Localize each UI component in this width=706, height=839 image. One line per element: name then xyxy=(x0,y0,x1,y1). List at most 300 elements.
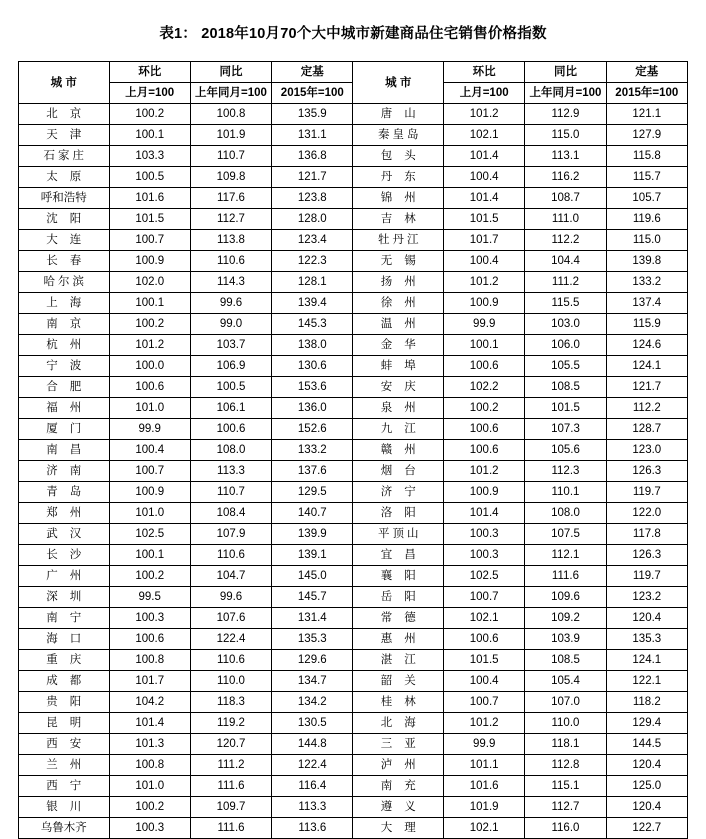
mom-value-left: 100.8 xyxy=(109,650,190,671)
base-value-right: 137.4 xyxy=(606,293,687,314)
yoy-value-right: 107.3 xyxy=(525,419,606,440)
table-row xyxy=(19,419,688,440)
mom-value-right: 101.2 xyxy=(444,104,525,125)
mom-value-left: 100.2 xyxy=(109,104,190,125)
table-row xyxy=(19,209,688,230)
yoy-value-right: 108.7 xyxy=(525,188,606,209)
table-header-row xyxy=(19,62,688,83)
mom-value-left: 101.4 xyxy=(109,713,190,734)
yoy-value-left: 120.7 xyxy=(190,734,271,755)
yoy-value-right: 109.6 xyxy=(525,587,606,608)
city-name-left: 太原 xyxy=(19,167,110,188)
yoy-value-right: 115.0 xyxy=(525,125,606,146)
yoy-value-right: 111.2 xyxy=(525,272,606,293)
mom-value-right: 100.3 xyxy=(444,524,525,545)
mom-value-right: 101.2 xyxy=(444,713,525,734)
city-name-left: 天津 xyxy=(19,125,110,146)
yoy-value-left: 99.0 xyxy=(190,314,271,335)
city-name-left: 福州 xyxy=(19,398,110,419)
base-value-right: 124.1 xyxy=(606,650,687,671)
mom-value-left: 100.1 xyxy=(109,293,190,314)
city-name-left: 青岛 xyxy=(19,482,110,503)
yoy-value-left: 111.2 xyxy=(190,755,271,776)
base-value-right: 123.0 xyxy=(606,440,687,461)
city-name-right: 平顶山 xyxy=(353,524,444,545)
base-value-left: 138.0 xyxy=(272,335,353,356)
yoy-value-right: 107.0 xyxy=(525,692,606,713)
table-row xyxy=(19,440,688,461)
city-name-right: 泸州 xyxy=(353,755,444,776)
yoy-value-left: 114.3 xyxy=(190,272,271,293)
mom-value-right: 101.9 xyxy=(444,797,525,818)
yoy-value-left: 103.7 xyxy=(190,335,271,356)
base-value-right: 119.7 xyxy=(606,482,687,503)
yoy-value-right: 106.0 xyxy=(525,335,606,356)
base-value-left: 131.1 xyxy=(272,125,353,146)
table-row xyxy=(19,503,688,524)
table-row xyxy=(19,398,688,419)
base-value-left: 152.6 xyxy=(272,419,353,440)
city-name-left: 武汉 xyxy=(19,524,110,545)
mom-value-right: 100.4 xyxy=(444,167,525,188)
yoy-value-left: 107.6 xyxy=(190,608,271,629)
mom-value-left: 100.5 xyxy=(109,167,190,188)
city-name-right: 牡丹江 xyxy=(353,230,444,251)
base-value-right: 120.4 xyxy=(606,608,687,629)
city-name-right: 吉林 xyxy=(353,209,444,230)
mom-value-left: 101.0 xyxy=(109,776,190,797)
city-name-left: 西宁 xyxy=(19,776,110,797)
mom-value-left: 100.3 xyxy=(109,818,190,839)
city-name-left: 厦门 xyxy=(19,419,110,440)
base-value-left: 145.0 xyxy=(272,566,353,587)
table-row xyxy=(19,797,688,818)
yoy-value-left: 107.9 xyxy=(190,524,271,545)
mom-value-right: 100.9 xyxy=(444,293,525,314)
base-value-right: 133.2 xyxy=(606,272,687,293)
yoy-value-left: 110.6 xyxy=(190,251,271,272)
table-row xyxy=(19,566,688,587)
yoy-value-right: 103.9 xyxy=(525,629,606,650)
table-row xyxy=(19,734,688,755)
yoy-value-right: 101.5 xyxy=(525,398,606,419)
city-name-right: 无锡 xyxy=(353,251,444,272)
base-value-left: 136.0 xyxy=(272,398,353,419)
city-name-right: 常德 xyxy=(353,608,444,629)
table-row xyxy=(19,125,688,146)
city-name-left: 南京 xyxy=(19,314,110,335)
city-name-left: 北京 xyxy=(19,104,110,125)
yoy-value-left: 109.7 xyxy=(190,797,271,818)
base-value-right: 119.6 xyxy=(606,209,687,230)
table-row xyxy=(19,230,688,251)
table-row xyxy=(19,524,688,545)
mom-value-right: 101.2 xyxy=(444,272,525,293)
city-name-right: 三亚 xyxy=(353,734,444,755)
base-value-right: 115.8 xyxy=(606,146,687,167)
base-value-right: 105.7 xyxy=(606,188,687,209)
table-row xyxy=(19,356,688,377)
yoy-value-right: 112.9 xyxy=(525,104,606,125)
mom-value-left: 104.2 xyxy=(109,692,190,713)
city-name-right: 桂林 xyxy=(353,692,444,713)
table-row xyxy=(19,608,688,629)
city-name-right: 包头 xyxy=(353,146,444,167)
mom-value-left: 101.6 xyxy=(109,188,190,209)
yoy-value-right: 111.0 xyxy=(525,209,606,230)
header-mom-right: 环比 xyxy=(444,62,525,83)
table-row xyxy=(19,251,688,272)
yoy-value-right: 116.0 xyxy=(525,818,606,839)
base-value-right: 126.3 xyxy=(606,461,687,482)
yoy-value-left: 113.3 xyxy=(190,461,271,482)
yoy-value-right: 108.0 xyxy=(525,503,606,524)
table-row xyxy=(19,545,688,566)
city-name-left: 长春 xyxy=(19,251,110,272)
base-value-right: 122.1 xyxy=(606,671,687,692)
yoy-value-left: 106.1 xyxy=(190,398,271,419)
yoy-value-left: 101.9 xyxy=(190,125,271,146)
base-value-left: 113.3 xyxy=(272,797,353,818)
yoy-value-left: 99.6 xyxy=(190,293,271,314)
city-name-right: 丹东 xyxy=(353,167,444,188)
table-row xyxy=(19,293,688,314)
base-value-right: 119.7 xyxy=(606,566,687,587)
base-value-left: 128.1 xyxy=(272,272,353,293)
table-row xyxy=(19,692,688,713)
yoy-value-right: 112.1 xyxy=(525,545,606,566)
city-name-left: 成都 xyxy=(19,671,110,692)
base-value-right: 120.4 xyxy=(606,755,687,776)
yoy-value-left: 110.6 xyxy=(190,545,271,566)
base-value-left: 121.7 xyxy=(272,167,353,188)
base-value-left: 129.6 xyxy=(272,650,353,671)
yoy-value-left: 112.7 xyxy=(190,209,271,230)
base-value-left: 134.2 xyxy=(272,692,353,713)
mom-value-left: 100.6 xyxy=(109,377,190,398)
mom-value-left: 100.2 xyxy=(109,566,190,587)
header-mom-left: 环比 xyxy=(109,62,190,83)
city-name-left: 呼和浩特 xyxy=(19,188,110,209)
city-name-right: 扬州 xyxy=(353,272,444,293)
mom-value-right: 102.1 xyxy=(444,125,525,146)
table-row xyxy=(19,461,688,482)
mom-value-right: 101.6 xyxy=(444,776,525,797)
city-name-right: 大理 xyxy=(353,818,444,839)
city-name-left: 南宁 xyxy=(19,608,110,629)
base-value-right: 112.2 xyxy=(606,398,687,419)
base-value-right: 126.3 xyxy=(606,545,687,566)
city-name-right: 泉州 xyxy=(353,398,444,419)
yoy-value-left: 104.7 xyxy=(190,566,271,587)
yoy-value-right: 112.2 xyxy=(525,230,606,251)
mom-value-right: 100.7 xyxy=(444,692,525,713)
city-name-right: 岳阳 xyxy=(353,587,444,608)
table-row xyxy=(19,629,688,650)
base-value-left: 113.6 xyxy=(272,818,353,839)
base-value-right: 124.1 xyxy=(606,356,687,377)
yoy-value-right: 107.5 xyxy=(525,524,606,545)
mom-value-left: 101.5 xyxy=(109,209,190,230)
mom-value-left: 101.2 xyxy=(109,335,190,356)
mom-value-right: 100.3 xyxy=(444,545,525,566)
table-row xyxy=(19,776,688,797)
base-value-left: 116.4 xyxy=(272,776,353,797)
yoy-value-right: 113.1 xyxy=(525,146,606,167)
mom-value-left: 100.7 xyxy=(109,230,190,251)
mom-value-left: 100.4 xyxy=(109,440,190,461)
mom-value-right: 100.7 xyxy=(444,587,525,608)
mom-value-left: 103.3 xyxy=(109,146,190,167)
city-name-right: 秦皇岛 xyxy=(353,125,444,146)
yoy-value-left: 113.8 xyxy=(190,230,271,251)
mom-value-right: 101.4 xyxy=(444,146,525,167)
base-value-right: 124.6 xyxy=(606,335,687,356)
yoy-value-left: 117.6 xyxy=(190,188,271,209)
mom-value-left: 100.9 xyxy=(109,482,190,503)
city-name-left: 深圳 xyxy=(19,587,110,608)
city-name-left: 乌鲁木齐 xyxy=(19,818,110,839)
yoy-value-right: 105.5 xyxy=(525,356,606,377)
base-value-left: 135.3 xyxy=(272,629,353,650)
mom-value-right: 100.6 xyxy=(444,356,525,377)
table-row xyxy=(19,650,688,671)
city-name-left: 兰州 xyxy=(19,755,110,776)
yoy-value-right: 112.7 xyxy=(525,797,606,818)
table-row xyxy=(19,755,688,776)
city-name-right: 襄阳 xyxy=(353,566,444,587)
base-value-left: 133.2 xyxy=(272,440,353,461)
yoy-value-left: 100.5 xyxy=(190,377,271,398)
header-city-left: 城 市 xyxy=(19,62,110,104)
mom-value-left: 101.7 xyxy=(109,671,190,692)
city-name-right: 洛阳 xyxy=(353,503,444,524)
table-row xyxy=(19,167,688,188)
mom-value-left: 100.9 xyxy=(109,251,190,272)
base-value-left: 122.4 xyxy=(272,755,353,776)
yoy-value-right: 112.8 xyxy=(525,755,606,776)
mom-value-right: 101.5 xyxy=(444,650,525,671)
mom-value-right: 101.1 xyxy=(444,755,525,776)
city-name-right: 惠州 xyxy=(353,629,444,650)
yoy-value-right: 112.3 xyxy=(525,461,606,482)
city-name-right: 安庆 xyxy=(353,377,444,398)
city-name-left: 广州 xyxy=(19,566,110,587)
base-value-left: 134.7 xyxy=(272,671,353,692)
header-yoy-left: 同比 xyxy=(190,62,271,83)
base-value-left: 123.4 xyxy=(272,230,353,251)
mom-value-right: 102.2 xyxy=(444,377,525,398)
mom-value-left: 102.5 xyxy=(109,524,190,545)
mom-value-left: 100.2 xyxy=(109,797,190,818)
header-city-right: 城 市 xyxy=(353,62,444,104)
yoy-value-right: 105.6 xyxy=(525,440,606,461)
mom-value-left: 100.1 xyxy=(109,545,190,566)
mom-value-left: 100.8 xyxy=(109,755,190,776)
page-title: 表1： 2018年10月70个大中城市新建商品住宅销售价格指数 xyxy=(159,26,547,42)
base-value-right: 122.0 xyxy=(606,503,687,524)
base-value-right: 118.2 xyxy=(606,692,687,713)
city-name-left: 重庆 xyxy=(19,650,110,671)
subheader-yoy-right: 上年同月=100 xyxy=(525,83,606,104)
table-row xyxy=(19,104,688,125)
yoy-value-left: 106.9 xyxy=(190,356,271,377)
city-name-right: 遵义 xyxy=(353,797,444,818)
city-name-left: 西安 xyxy=(19,734,110,755)
city-name-left: 银川 xyxy=(19,797,110,818)
yoy-value-left: 118.3 xyxy=(190,692,271,713)
city-name-right: 济宁 xyxy=(353,482,444,503)
mom-value-right: 100.4 xyxy=(444,671,525,692)
yoy-value-right: 111.6 xyxy=(525,566,606,587)
mom-value-left: 102.0 xyxy=(109,272,190,293)
yoy-value-left: 111.6 xyxy=(190,776,271,797)
base-value-left: 153.6 xyxy=(272,377,353,398)
yoy-value-left: 108.0 xyxy=(190,440,271,461)
mom-value-right: 100.6 xyxy=(444,419,525,440)
mom-value-right: 101.2 xyxy=(444,461,525,482)
mom-value-left: 100.6 xyxy=(109,629,190,650)
base-value-right: 115.0 xyxy=(606,230,687,251)
city-name-right: 南充 xyxy=(353,776,444,797)
yoy-value-left: 110.0 xyxy=(190,671,271,692)
base-value-left: 144.8 xyxy=(272,734,353,755)
base-value-right: 129.4 xyxy=(606,713,687,734)
mom-value-right: 101.5 xyxy=(444,209,525,230)
base-value-right: 120.4 xyxy=(606,797,687,818)
header-yoy-right: 同比 xyxy=(525,62,606,83)
base-value-left: 123.8 xyxy=(272,188,353,209)
header-base-left: 定基 xyxy=(272,62,353,83)
mom-value-left: 99.5 xyxy=(109,587,190,608)
mom-value-right: 101.4 xyxy=(444,188,525,209)
mom-value-left: 99.9 xyxy=(109,419,190,440)
city-name-right: 韶关 xyxy=(353,671,444,692)
city-name-left: 海口 xyxy=(19,629,110,650)
mom-value-right: 100.4 xyxy=(444,251,525,272)
base-value-right: 115.7 xyxy=(606,167,687,188)
yoy-value-right: 109.2 xyxy=(525,608,606,629)
table-row xyxy=(19,377,688,398)
city-name-left: 哈尔滨 xyxy=(19,272,110,293)
base-value-right: 122.7 xyxy=(606,818,687,839)
table-row xyxy=(19,314,688,335)
city-name-left: 郑州 xyxy=(19,503,110,524)
mom-value-right: 100.6 xyxy=(444,629,525,650)
base-value-left: 131.4 xyxy=(272,608,353,629)
base-value-left: 145.3 xyxy=(272,314,353,335)
base-value-left: 136.8 xyxy=(272,146,353,167)
subheader-mom-left: 上月=100 xyxy=(109,83,190,104)
city-name-right: 北海 xyxy=(353,713,444,734)
base-value-left: 139.1 xyxy=(272,545,353,566)
yoy-value-left: 109.8 xyxy=(190,167,271,188)
base-value-right: 128.7 xyxy=(606,419,687,440)
city-name-right: 唐山 xyxy=(353,104,444,125)
subheader-mom-right: 上月=100 xyxy=(444,83,525,104)
city-name-left: 合肥 xyxy=(19,377,110,398)
yoy-value-left: 119.2 xyxy=(190,713,271,734)
base-value-right: 115.9 xyxy=(606,314,687,335)
yoy-value-right: 105.4 xyxy=(525,671,606,692)
mom-value-left: 100.1 xyxy=(109,125,190,146)
base-value-right: 117.8 xyxy=(606,524,687,545)
base-value-left: 139.4 xyxy=(272,293,353,314)
yoy-value-left: 122.4 xyxy=(190,629,271,650)
yoy-value-left: 110.7 xyxy=(190,146,271,167)
yoy-value-right: 115.1 xyxy=(525,776,606,797)
mom-value-left: 101.0 xyxy=(109,398,190,419)
base-value-right: 123.2 xyxy=(606,587,687,608)
base-value-right: 139.8 xyxy=(606,251,687,272)
city-name-left: 贵阳 xyxy=(19,692,110,713)
base-value-left: 130.5 xyxy=(272,713,353,734)
table-row xyxy=(19,482,688,503)
table-row xyxy=(19,587,688,608)
mom-value-right: 102.1 xyxy=(444,608,525,629)
base-value-left: 122.3 xyxy=(272,251,353,272)
mom-value-right: 102.5 xyxy=(444,566,525,587)
mom-value-right: 100.9 xyxy=(444,482,525,503)
base-value-right: 125.0 xyxy=(606,776,687,797)
mom-value-left: 101.0 xyxy=(109,503,190,524)
base-value-left: 130.6 xyxy=(272,356,353,377)
yoy-value-right: 115.5 xyxy=(525,293,606,314)
table-row xyxy=(19,146,688,167)
city-name-right: 徐州 xyxy=(353,293,444,314)
mom-value-left: 100.7 xyxy=(109,461,190,482)
base-value-left: 140.7 xyxy=(272,503,353,524)
city-name-left: 石家庄 xyxy=(19,146,110,167)
yoy-value-right: 118.1 xyxy=(525,734,606,755)
yoy-value-left: 100.6 xyxy=(190,419,271,440)
city-name-right: 锦州 xyxy=(353,188,444,209)
base-value-right: 121.7 xyxy=(606,377,687,398)
city-name-left: 大连 xyxy=(19,230,110,251)
mom-value-right: 100.6 xyxy=(444,440,525,461)
header-base-right: 定基 xyxy=(606,62,687,83)
city-name-left: 杭州 xyxy=(19,335,110,356)
table-row xyxy=(19,818,688,839)
base-value-right: 121.1 xyxy=(606,104,687,125)
city-name-right: 温州 xyxy=(353,314,444,335)
mom-value-left: 101.3 xyxy=(109,734,190,755)
table-row xyxy=(19,272,688,293)
table-row xyxy=(19,671,688,692)
city-name-left: 宁波 xyxy=(19,356,110,377)
yoy-value-right: 116.2 xyxy=(525,167,606,188)
mom-value-right: 99.9 xyxy=(444,734,525,755)
subheader-base-right: 2015年=100 xyxy=(606,83,687,104)
base-value-left: 137.6 xyxy=(272,461,353,482)
base-value-left: 128.0 xyxy=(272,209,353,230)
city-name-left: 长沙 xyxy=(19,545,110,566)
table-body xyxy=(19,104,688,839)
base-value-left: 139.9 xyxy=(272,524,353,545)
yoy-value-left: 100.8 xyxy=(190,104,271,125)
yoy-value-right: 108.5 xyxy=(525,377,606,398)
city-name-right: 金华 xyxy=(353,335,444,356)
city-name-right: 烟台 xyxy=(353,461,444,482)
base-value-left: 135.9 xyxy=(272,104,353,125)
city-name-right: 湛江 xyxy=(353,650,444,671)
base-value-right: 135.3 xyxy=(606,629,687,650)
yoy-value-left: 110.6 xyxy=(190,650,271,671)
mom-value-left: 100.0 xyxy=(109,356,190,377)
price-index-table xyxy=(18,61,688,839)
city-name-left: 昆明 xyxy=(19,713,110,734)
table-row xyxy=(19,335,688,356)
